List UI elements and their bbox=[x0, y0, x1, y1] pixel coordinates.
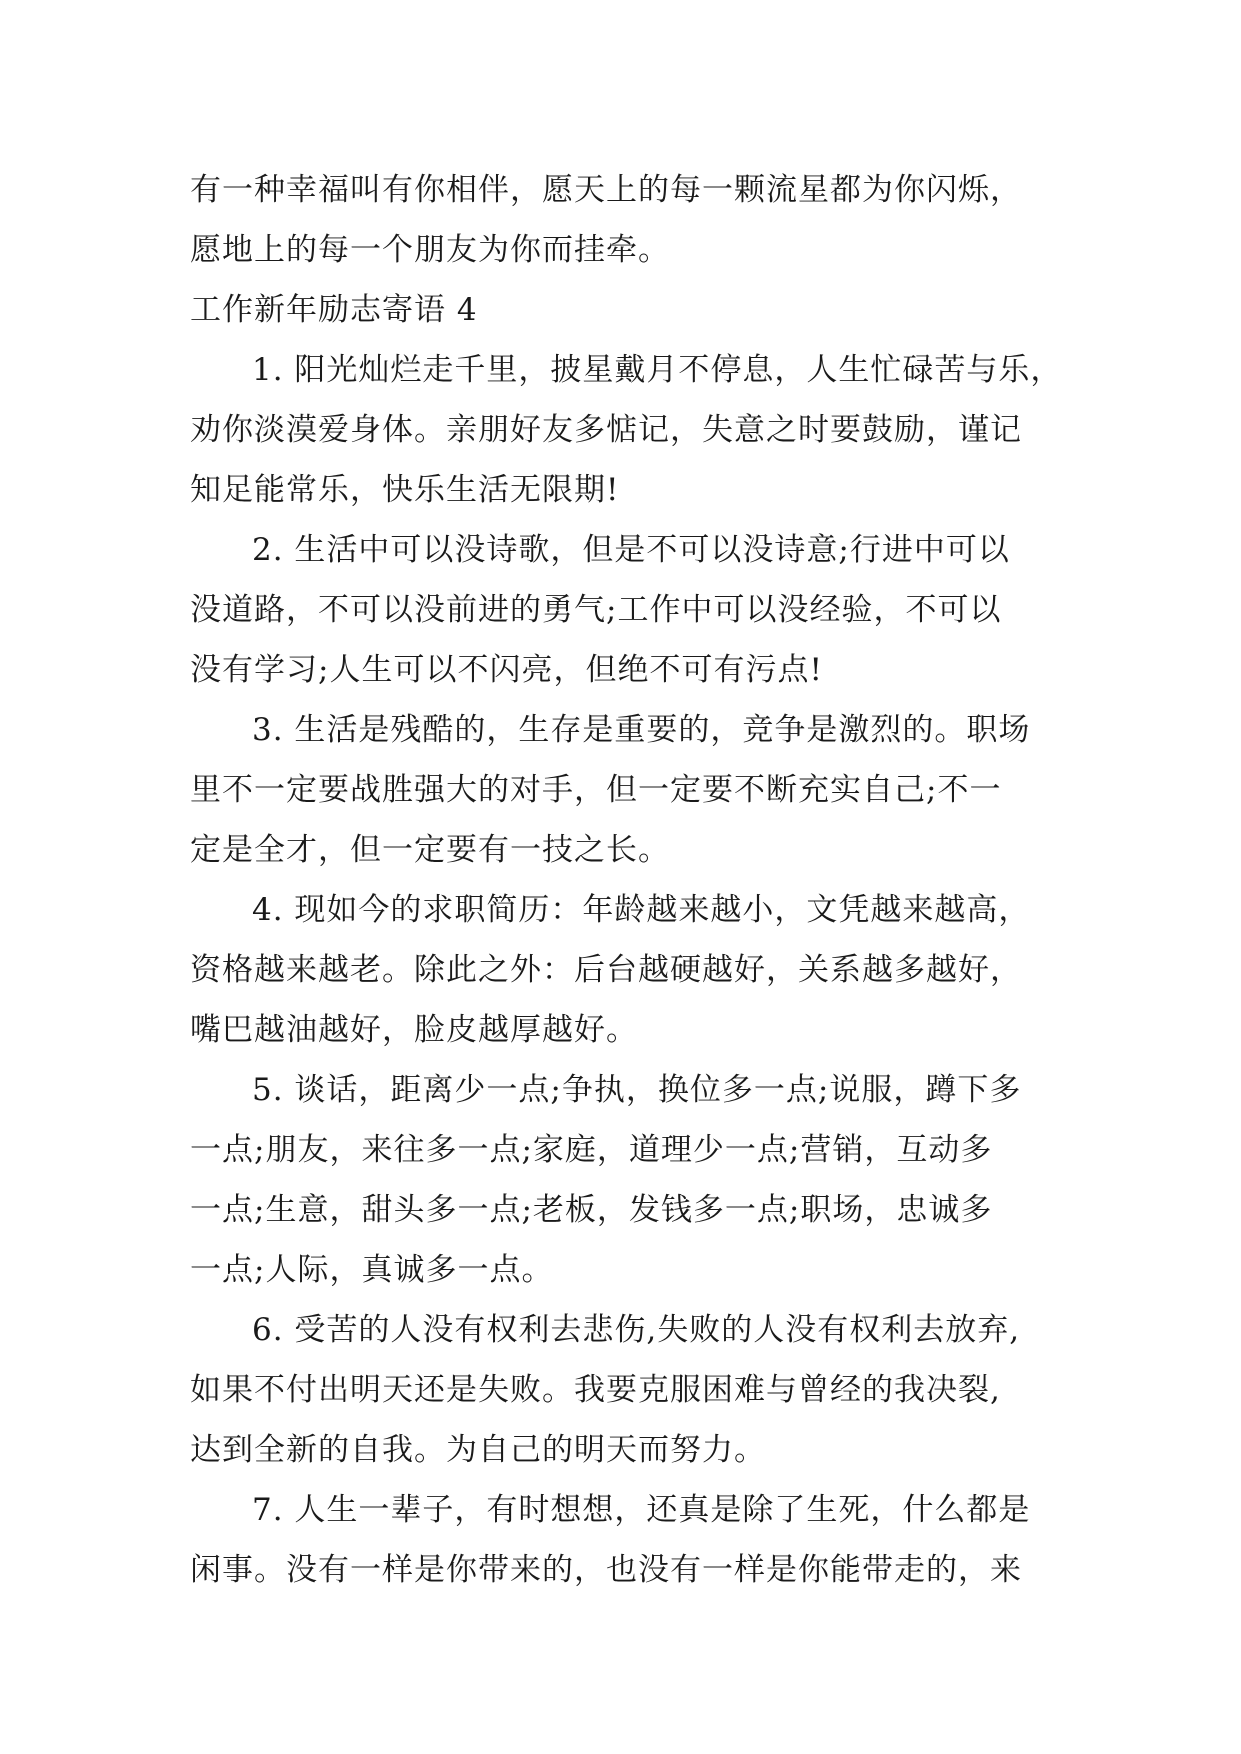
text-line: 7. 人生一辈子，有时想想，还真是除了生死，什么都是 bbox=[252, 1492, 1031, 1528]
text-line: 定是全才，但一定要有一技之长。 bbox=[190, 832, 670, 868]
document-page bbox=[190, 160, 1063, 1600]
text-line: 闲事。没有一样是你带来的，也没有一样是你能带走的，来 bbox=[190, 1552, 1022, 1588]
intro-paragraph bbox=[190, 160, 1054, 280]
text-line: 一点;生意，甜头多一点;老板，发钱多一点;职场，忠诚多 bbox=[190, 1192, 993, 1228]
list-item bbox=[190, 700, 1054, 880]
list-item bbox=[190, 1480, 1054, 1600]
text-line: 2. 生活中可以没诗歌，但是不可以没诗意;行进中可以 bbox=[252, 532, 1010, 568]
text-line: 3. 生活是残酷的，生存是重要的，竞争是激烈的。职场 bbox=[252, 712, 1031, 748]
text-line: 知足能常乐，快乐生活无限期! bbox=[190, 472, 620, 508]
text-line: 6. 受苦的人没有权利去悲伤,失败的人没有权利去放弃, bbox=[252, 1312, 1021, 1348]
text-line: 有一种幸福叫有你相伴，愿天上的每一颗流星都为你闪烁， bbox=[190, 172, 1022, 208]
text-line: 如果不付出明天还是失败。我要克服困难与曾经的我决裂, bbox=[190, 1372, 1001, 1408]
text-line: 4. 现如今的求职简历：年龄越来越小，文凭越来越高， bbox=[252, 892, 1031, 928]
text-line: 愿地上的每一个朋友为你而挂牵。 bbox=[190, 232, 670, 268]
text-line: 5. 谈话，距离少一点;争执，换位多一点;说服，蹲下多 bbox=[252, 1072, 1022, 1108]
text-line: 1. 阳光灿烂走千里，披星戴月不停息，人生忙碌苦与乐， bbox=[252, 352, 1063, 388]
list-item bbox=[190, 340, 1063, 520]
text-line: 里不一定要战胜强大的对手，但一定要不断充实自己;不一 bbox=[190, 772, 1002, 808]
list-item bbox=[190, 1300, 1054, 1480]
text-line: 资格越来越老。除此之外：后台越硬越好，关系越多越好， bbox=[190, 952, 1022, 988]
text-line: 劝你淡漠爱身体。亲朋好友多惦记，失意之时要鼓励，谨记 bbox=[190, 412, 1022, 448]
text-line: 达到全新的自我。为自己的明天而努力。 bbox=[190, 1432, 766, 1468]
list-item bbox=[190, 1060, 1054, 1300]
list-item bbox=[190, 880, 1054, 1060]
text-line: 一点;人际，真诚多一点。 bbox=[190, 1252, 554, 1288]
list-item bbox=[190, 520, 1054, 700]
section-heading: 工作新年励志寄语 4 bbox=[190, 292, 478, 328]
text-line: 一点;朋友，来往多一点;家庭，道理少一点;营销，互动多 bbox=[190, 1132, 993, 1168]
text-line: 嘴巴越油越好，脸皮越厚越好。 bbox=[190, 1012, 638, 1048]
text-line: 没道路，不可以没前进的勇气;工作中可以没经验，不可以 bbox=[190, 592, 1002, 628]
text-line: 没有学习;人生可以不闪亮，但绝不可有污点! bbox=[190, 652, 823, 688]
